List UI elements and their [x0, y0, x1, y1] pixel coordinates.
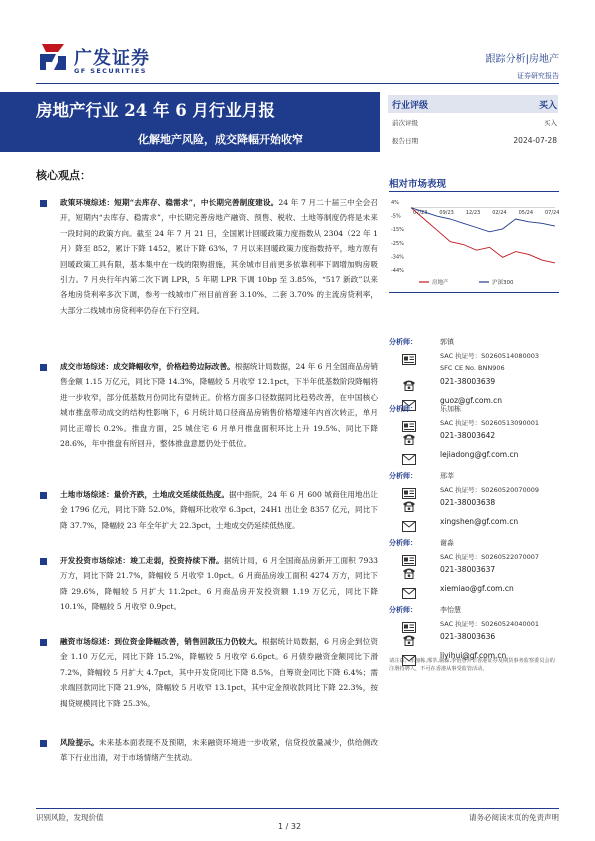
report-tag: 跟踪分析|房地产 [485, 54, 559, 65]
x-tick-label: 07/24 [545, 210, 559, 217]
mail-icon [402, 584, 416, 595]
core-item-lead: 土地市场综述：量价齐跌，土地成交延续低热度。 [60, 490, 230, 499]
id-card-icon [402, 551, 416, 562]
id-card-icon [402, 618, 416, 629]
analyst-label: 分析师： [389, 405, 417, 413]
analyst-email[interactable]: xingshen@gf.com.cn [440, 517, 519, 526]
y-tick-label: -44% [391, 268, 404, 274]
analyst-sfc: SFC CE No. BNN906 [440, 364, 505, 372]
analyst-note: 请注意，乐加栋,邢莘,谢淼,李怡慧并非香港证券及期货事务监察委员会的注册持牌人，不可在香港从事受监管活动。 [389, 658, 555, 672]
core-title: 核心观点： [36, 169, 91, 182]
analyst-phone: 021-38003638 [440, 498, 496, 507]
legend-label: 沪深300 [492, 280, 514, 286]
footer-disclaimer: 请务必阅读末页的免责声明 [469, 813, 559, 822]
logo-name-en: GF SECURITIES [74, 67, 147, 75]
analyst-phone: 021-38003639 [440, 377, 496, 386]
core-item-investment [60, 553, 378, 615]
analyst-phone: 021-38003637 [440, 565, 496, 574]
analyst-name: 谢淼 [440, 539, 454, 547]
y-tick-label: -25% [391, 240, 404, 247]
core-item-body: 根据统计局数据，24 年 6 月全国商品房销售金额 1.15 万亿元，同比下降 14.3%，降幅较 5 月收窄 12.1pct，下半年低基数阶段降幅将进一步收窄，部分低基数月份同比有望转正。价格方面多口径数据同比趋势改善，在中国核心城市推盘带动成交的结构性影响下，6 月统计局口径商品房销售价格增速年内首次转正，单月同比正增长 0.2%。推盘方面，25 城住宅 6 月单月推盘面积环比上升 19.5%、同比下降 28.6%，年中推盘有所回升，整体推盘意愿仍处于低位。 [60, 362, 379, 449]
analyst-phone: 021-38003636 [440, 632, 496, 641]
analyst-email[interactable]: liyihui@gf.com.cn [440, 651, 507, 660]
report-type: 证券研究报告 [517, 72, 559, 80]
analyst-sac: SAC 执证号：S0260513090001 [440, 419, 540, 427]
bullet-icon [40, 558, 47, 565]
core-item-lead: 政策环境综述：短期“去库存、稳需求”，中长期完善制度建设。 [60, 198, 279, 207]
x-tick-label: 02/24 [492, 210, 507, 217]
analyst-label: 分析师： [389, 338, 417, 346]
page-number: 1 / 32 [278, 822, 302, 831]
analyst-name: 李怡慧 [440, 606, 461, 614]
market-divider [389, 191, 559, 192]
analyst-sac: SAC 执证号：S0260514080003 [440, 352, 540, 360]
legend-label: 房地产 [432, 280, 449, 286]
footer-divider [36, 808, 559, 809]
market-title: 相对市场表现 [389, 179, 447, 190]
core-item-lead: 风险提示。 [60, 738, 99, 747]
bullet-icon [40, 740, 47, 747]
analyst-label: 分析师： [389, 606, 417, 614]
prev-rating-label: 前次评级 [392, 119, 418, 127]
prev-rating-value: 买入 [544, 119, 557, 127]
phone-icon [402, 631, 416, 642]
phone-icon [402, 376, 416, 387]
analyst-name: 邢莘 [440, 472, 454, 480]
footer-slogan: 识别风险，发现价值 [36, 813, 104, 822]
gf-logo-icon [36, 40, 70, 74]
analyst-phone: 021-38003642 [440, 431, 496, 440]
core-item-lead: 成交市场综述：成交降幅收窄，价格趋势边际改善。 [60, 362, 235, 371]
report-title: 房地产行业 24 年 6 月行业月报 [36, 101, 275, 120]
analyst-label: 分析师： [389, 472, 417, 480]
x-tick-label: 07/23 [413, 210, 428, 217]
id-card-icon [402, 350, 416, 361]
mail-icon [402, 517, 416, 528]
analyst-name: 乐加栋 [440, 405, 461, 413]
core-item-body: 24 年 7 月二十届三中全会召开，短期内“去库存、稳需求”，中长期完善房地产融资、预售、税收、土地等制度仍将是未来一段时间的政策方向。截至 24 年 7 月 21 日，全国累计回暖政策力度指数从 2304（22 年 1 月）降至 852，累计下降 1452，累计下降 63%，7 月以来回暖政策力度指数持平，地方原有回暖政策工具有限，基本集中在一线的限购措施，其余城市目前更多依靠利率下调增加购房吸引力。7 月央行年内第二次下调 LPR，5 年期 LPR 下调 10bp 至 3.85%，“517 新政”以来各地房贷利率多次下调，参考一线城市广州目前首套 3.10%、二套 3.70% 的主流房贷利率，大部分二线城市房贷利率仍存在下行空间。 [60, 198, 378, 315]
report-date-value: 2024-07-28 [513, 136, 557, 145]
report-date-label: 报告日期 [392, 137, 418, 145]
market-chart [389, 196, 559, 292]
series-line-1 [411, 208, 555, 232]
y-tick-label: -15% [391, 227, 404, 234]
rating-label: 行业评级 [392, 101, 429, 111]
mail-icon [402, 450, 416, 461]
core-item-body: 根据统计局数据，6 月房企到位资金 1.10 万亿元，同比下降 15.2%，降幅较 5 月收窄 6.6pct。6 月债券融资金额同比下滑 7.2%，降幅较 5 月扩大 4.7pct，其中开发贷同比下降 8.5%，自筹资金同比下降 6.4%；需求端回款同比下降 21.9%，降幅较 5 月收窄 13.1pct，其中定金预收款同比下降 22.3%，按揭贷规模同比下降 25.3%。 [60, 637, 378, 708]
core-item-financing [60, 634, 378, 711]
analyst-label: 分析师： [389, 539, 417, 547]
analyst-email[interactable]: lejiadong@gf.com.cn [440, 450, 519, 459]
phone-icon [402, 497, 416, 508]
x-tick-label: 05/24 [518, 210, 534, 217]
x-tick-label: 09/23 [439, 210, 454, 217]
y-tick-label: 4% [391, 200, 399, 206]
bullet-icon [40, 200, 47, 207]
core-item-lead: 融资市场综述：到位资金降幅改善，销售回款压力仍较大。 [60, 637, 262, 646]
analyst-sac: SAC 执证号：S0260520070009 [440, 486, 540, 494]
core-item-body: 据统计局，6 月全国商品房新开工面积 7933 万方，同比下降 21.7%，降幅较 5 月收窄 1.0pct。6 月商品房竣工面积 4274 万方，同比下降 29.6%，降幅较 5 月扩大 11.2pct。6 月商品房开发投资额 1.19 万亿元，同比下降 10.1%，降幅较 5 月收窄 0.9pct。 [60, 556, 379, 612]
core-item-transaction [60, 359, 378, 451]
phone-icon [402, 430, 416, 441]
core-item-body: 据中指院，24 年 6 月 600 城商住用地出让金 1796 亿元，同比下降 52.0%，降幅环比收窄 6.3pct，24H1 出让金 8357 亿元，同比下降 37.7%，降幅较 23 年全年扩大 22.3pct，土地成交仍延续低热度。 [60, 490, 379, 530]
core-item-body: 未来基本面表现不及预期，未来融资环境进一步收紧，信贷投放量减少，供给侧改革下行业出清，对于市场情绪产生扰动。 [60, 738, 379, 763]
x-tick-label: 12/23 [465, 210, 481, 217]
bullet-icon [40, 492, 47, 499]
analyst-email[interactable]: guoz@gf.com.cn [440, 396, 503, 405]
core-item-lead: 开发投资市场综述：竣工走弱，投资持续下滑。 [60, 556, 224, 565]
header-divider [36, 83, 559, 84]
rating-value: 买入 [538, 101, 557, 111]
core-item-policy [60, 195, 378, 318]
id-card-icon [402, 417, 416, 428]
analyst-sac: SAC 执证号：S0260522070007 [440, 553, 540, 561]
analyst-sac: SAC 执证号：S0260524040001 [440, 620, 540, 628]
id-card-icon [402, 484, 416, 495]
chart-bottom-divider [389, 292, 559, 293]
analyst-email[interactable]: xiemiao@gf.com.cn [440, 584, 514, 593]
bullet-icon [40, 364, 47, 371]
logo-name-cn: 广发证券 [74, 48, 150, 69]
y-tick-label: -5% [391, 213, 401, 220]
y-tick-label: -34% [391, 254, 404, 261]
phone-icon [402, 564, 416, 575]
core-item-land [60, 487, 378, 533]
report-subtitle: 化解地产风险，成交降幅开始收窄 [138, 133, 303, 146]
core-item-risk [60, 735, 378, 766]
series-line-0 [411, 208, 555, 263]
analyst-name: 郭镇 [440, 338, 454, 346]
bullet-icon [40, 639, 47, 646]
